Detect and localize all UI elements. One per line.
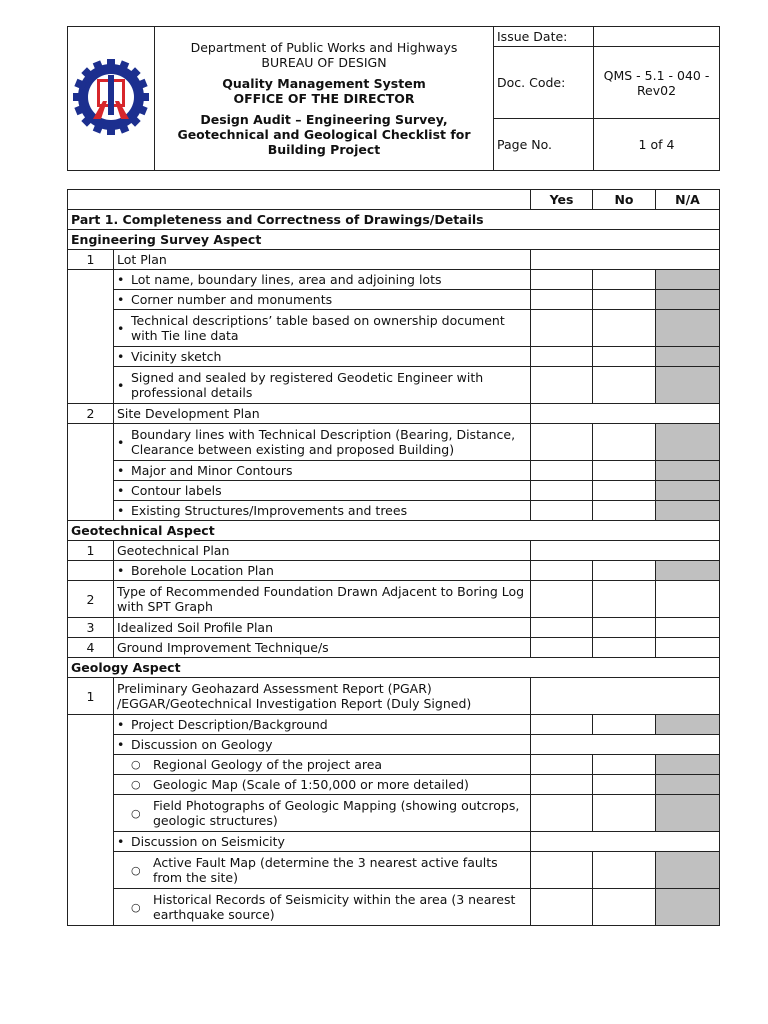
yes-cell[interactable] [531,424,593,461]
item-label: Preliminary Geohazard Assessment Report (PGAR) /EGGAR/Geotechnical Investigation Report (Duly Signed) [114,678,531,715]
item-text: Borehole Location Plan [131,563,274,578]
geotech-heading: Geotechnical Aspect [68,521,720,541]
item-text: Contour labels [131,483,222,498]
no-cell[interactable] [593,852,656,889]
yes-cell[interactable] [531,638,593,658]
doc-code-value: QMS - 5.1 - 040 - Rev02 [594,47,720,119]
item-text: Field Photographs of Geologic Mapping (showing outcrops, geologic structures) [153,798,520,828]
na-cell [656,290,720,310]
bullet-icon: • [117,272,125,287]
item-text: Signed and sealed by registered Geodetic Engineer with professional details [131,370,484,400]
qms-label: Quality Management System [222,76,426,91]
circle-bullet-icon: ○ [131,778,141,791]
document-header [67,26,720,171]
table-row [68,889,720,926]
no-cell[interactable] [593,775,656,795]
item-text: Regional Geology of the project area [153,757,383,772]
bullet-icon: • [117,377,125,393]
dpwh-logo-icon [71,57,151,137]
table-row [68,310,720,347]
yes-cell[interactable] [531,618,593,638]
checklist-table [67,189,720,926]
header-title-block [155,27,494,171]
table-row [68,424,720,461]
no-cell[interactable] [593,618,656,638]
table-row [68,795,720,832]
item-number: 2 [68,581,114,618]
bullet-icon: • [117,320,125,336]
yes-cell[interactable] [531,795,593,832]
table-row [68,290,720,310]
item-text: Major and Minor Contours [131,463,293,478]
item-text: Discussion on Geology [131,737,273,752]
table-row [68,618,720,638]
na-cell [656,367,720,404]
table-row [68,367,720,404]
yes-cell[interactable] [531,501,593,521]
na-cell [656,270,720,290]
table-row [68,832,720,852]
item-number: 4 [68,638,114,658]
table-row [68,270,720,290]
na-cell [656,461,720,481]
na-cell[interactable] [656,638,720,658]
item-label: Idealized Soil Profile Plan [114,618,531,638]
table-row [68,481,720,501]
na-cell [656,501,720,521]
yes-cell[interactable] [531,461,593,481]
dept-name: Department of Public Works and Highways [190,40,458,55]
table-row [68,755,720,775]
item-text: Active Fault Map (determine the 3 nearest active faults from the site) [153,855,498,885]
no-cell[interactable] [593,347,656,367]
no-cell[interactable] [593,501,656,521]
bullet-icon: • [117,483,125,498]
bullet-icon: • [117,563,125,578]
no-cell[interactable] [593,795,656,832]
bullet-icon: • [117,292,125,307]
table-row [68,775,720,795]
item-text: Lot name, boundary lines, area and adjoining lots [131,272,442,287]
na-cell [656,561,720,581]
item-text: Corner number and monuments [131,292,333,307]
item-label: Ground Improvement Technique/s [114,638,531,658]
table-row [68,678,720,715]
table-row [68,501,720,521]
bureau-name: BUREAU OF DESIGN [261,55,387,70]
logo-cell [68,27,155,171]
yes-cell[interactable] [531,755,593,775]
no-cell[interactable] [593,367,656,404]
no-cell[interactable] [593,561,656,581]
col-yes: Yes [531,190,593,210]
yes-cell[interactable] [531,347,593,367]
na-cell [656,481,720,501]
yes-cell[interactable] [531,367,593,404]
bullet-icon: • [117,463,125,478]
na-cell [656,795,720,832]
yes-cell[interactable] [531,310,593,347]
issue-date-label: Issue Date: [494,27,594,47]
no-cell[interactable] [593,461,656,481]
item-text: Boundary lines with Technical Description (Bearing, Distance, Clearance between existing and proposed Building) [131,427,516,457]
table-row [68,581,720,618]
yes-cell[interactable] [531,889,593,926]
document-title: Design Audit – Engineering Survey, Geotechnical and Geological Checklist for Building Project [177,112,471,157]
table-row [68,852,720,889]
table-row [68,638,720,658]
item-label: Geotechnical Plan [114,541,531,561]
item-number: 1 [68,250,114,270]
yes-cell[interactable] [531,290,593,310]
na-cell [656,715,720,735]
yes-cell[interactable] [531,775,593,795]
table-row [68,250,720,270]
na-cell [656,775,720,795]
office-label: OFFICE OF THE DIRECTOR [233,91,415,106]
table-row [68,404,720,424]
na-cell[interactable] [656,618,720,638]
item-text: Vicinity sketch [131,349,222,364]
item-text: Historical Records of Seismicity within the area (3 nearest earthquake source) [153,892,516,922]
bullet-icon: • [117,834,125,849]
na-cell [656,310,720,347]
yes-cell[interactable] [531,561,593,581]
item-number: 3 [68,618,114,638]
col-no: No [593,190,656,210]
part1-heading: Part 1. Completeness and Correctness of Drawings/Details [68,210,720,230]
bullet-icon: • [117,737,125,752]
no-cell[interactable] [593,755,656,775]
bullet-icon: • [117,349,125,364]
table-row [68,715,720,735]
item-label: Site Development Plan [114,404,531,424]
column-header-row [68,190,720,210]
na-cell[interactable] [656,581,720,618]
na-cell [656,852,720,889]
no-cell[interactable] [593,310,656,347]
table-row [68,735,720,755]
na-cell [656,755,720,775]
table-row [68,561,720,581]
page-no-value: 1 of 4 [594,119,720,171]
geology-heading: Geology Aspect [68,658,720,678]
no-cell[interactable] [593,424,656,461]
item-number: 1 [68,541,114,561]
item-text: Existing Structures/Improvements and trees [131,503,408,518]
no-cell[interactable] [593,290,656,310]
circle-bullet-icon: ○ [131,900,141,914]
doc-code-label: Doc. Code: [494,47,594,119]
no-cell[interactable] [593,715,656,735]
yes-cell[interactable] [531,852,593,889]
col-na: N/A [656,190,720,210]
bullet-icon: • [117,434,125,450]
na-cell [656,424,720,461]
table-row [68,461,720,481]
no-cell[interactable] [593,481,656,501]
circle-bullet-icon: ○ [131,758,141,771]
issue-date-value [594,27,720,47]
item-number: 1 [68,678,114,715]
table-row [68,347,720,367]
item-label: Type of Recommended Foundation Drawn Adjacent to Boring Log with SPT Graph [114,581,531,618]
no-cell[interactable] [593,270,656,290]
item-number: 2 [68,404,114,424]
item-text: Discussion on Seismicity [131,834,285,849]
table-row [68,541,720,561]
yes-cell[interactable] [531,481,593,501]
item-text: Project Description/Background [131,717,328,732]
no-cell[interactable] [593,581,656,618]
yes-cell[interactable] [531,581,593,618]
bullet-icon: • [117,503,125,518]
yes-cell[interactable] [531,715,593,735]
circle-bullet-icon: ○ [131,863,141,877]
no-cell[interactable] [593,638,656,658]
na-cell [656,347,720,367]
bullet-icon: • [117,717,125,732]
page-no-label: Page No. [494,119,594,171]
item-label: Lot Plan [114,250,531,270]
eng-survey-heading: Engineering Survey Aspect [68,230,720,250]
no-cell[interactable] [593,889,656,926]
na-cell [656,889,720,926]
item-text: Geologic Map (Scale of 1:50,000 or more detailed) [153,777,469,792]
item-text: Technical descriptions’ table based on ownership document with Tie line data [131,313,505,343]
circle-bullet-icon: ○ [131,806,141,820]
yes-cell[interactable] [531,270,593,290]
